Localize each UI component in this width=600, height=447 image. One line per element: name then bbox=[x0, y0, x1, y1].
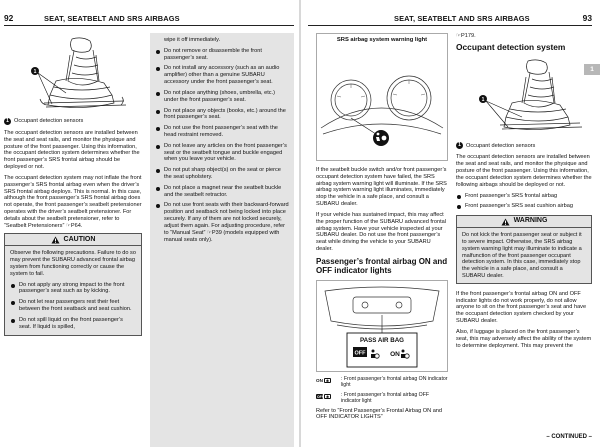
legend-row-on bbox=[316, 376, 448, 389]
warning-triangle-icon bbox=[501, 218, 510, 226]
right-page-header bbox=[308, 13, 592, 26]
right-paragraph-1: If the seatbelt buckle switch and/or front passenger’s occupant detection system have failed, the SRS airbag system warning light will illuminate. If the SRS airbag system warning light illuminates, immediately stop the vehicle in a safe place, and consult a SUBARU dealer. bbox=[316, 167, 447, 208]
pass-air-bag-label: PASS AIR BAG bbox=[359, 337, 405, 345]
airbag-list-item: Front passenger’s SRS frontal airbag bbox=[456, 193, 592, 200]
caution-item: Do not use front seats with their backward-forward position and seatback not being locked into place securely. If any of them are not locked securely, adjust them again. For adjusting procedure, refer to “Manual Seat” ☞P39 (models equipped with manual seats only). bbox=[155, 202, 289, 243]
left-header-title: SEAT, SEATBELT AND SRS AIRBAGS bbox=[44, 14, 180, 23]
caution-item: Do not spill liquid on the front passenger’s seat. If liquid is spilled, bbox=[10, 317, 136, 331]
warning-box bbox=[456, 215, 592, 284]
left-figure-caption bbox=[4, 118, 142, 125]
continued-label: – CONTINUED – bbox=[546, 433, 592, 440]
warning-heading-text: WARNING bbox=[513, 217, 548, 225]
seat-illustration bbox=[456, 57, 592, 139]
left-column-1 bbox=[4, 33, 142, 336]
legend-text-on: : Front passenger’s frontal airbag ON indicator light bbox=[341, 376, 448, 389]
srs-airbag-warning-icon bbox=[373, 130, 389, 146]
caution-list-continued bbox=[155, 48, 289, 244]
left-column-2 bbox=[150, 33, 294, 447]
right-column-2-paragraph: The occupant detection sensors are installed between the seat and seat rails, and monitor the physique and posture of the front passenger. Using this information, the occupant detection system determines whether the following airbags should be deployed or not. bbox=[456, 154, 592, 188]
right-page bbox=[300, 0, 600, 447]
caution-item: Do not use the front passenger’s seat with the head restraint removed. bbox=[155, 125, 289, 139]
deployment-airbag-list bbox=[456, 193, 592, 211]
passenger-indicator-section-title: Passenger’s frontal airbag ON and OFF indicator lights bbox=[316, 256, 448, 275]
legend-text-off: : Front passenger’s frontal airbag OFF indicator light bbox=[341, 391, 430, 405]
warning-light-label: SRS airbag system warning light bbox=[336, 37, 428, 43]
legend-row-off bbox=[316, 392, 448, 405]
seat-sensor-figure-right bbox=[456, 57, 592, 139]
caution-item: Do not apply any strong impact to the front passenger’s seat such as by kicking. bbox=[10, 282, 136, 296]
right-column-2-after-2: Also, if luggage is placed on the front passenger’s seat, this may adversely affect the ability of the system to determine deployment. This may prevent the bbox=[456, 328, 592, 349]
right-figure-callout: 1 bbox=[481, 97, 485, 104]
instrument-cluster-illustration bbox=[317, 48, 447, 158]
pass-off-indicator-label: OFF bbox=[354, 350, 366, 357]
left-figure-caption-text: Occupant detection sensors bbox=[14, 118, 84, 125]
caution-item: Do not place any objects (books, etc.) around the front passenger’s seat. bbox=[155, 108, 289, 122]
caution-heading-text: CAUTION bbox=[63, 235, 96, 243]
left-figure-callout: 1 bbox=[33, 69, 37, 75]
pass-on-indicator-label: ON bbox=[390, 351, 400, 359]
airbag-on-indicator-icon: ON ✱ bbox=[316, 376, 338, 385]
caution-item: Do not place a magnet near the seatbelt buckle and the seatbelt retractor. bbox=[155, 185, 289, 199]
caution-box bbox=[4, 233, 142, 335]
overhead-console-illustration bbox=[317, 281, 447, 371]
caution-heading bbox=[5, 234, 141, 246]
chapter-tab-marker: 1 bbox=[584, 64, 600, 75]
caption-number-badge: 1 bbox=[4, 118, 11, 125]
right-header-title: SEAT, SEATBELT AND SRS AIRBAGS bbox=[394, 14, 530, 23]
left-page-number: 92 bbox=[4, 13, 14, 23]
pass-air-bag-figure bbox=[316, 280, 448, 372]
caution-triangle-icon bbox=[51, 236, 60, 244]
right-page-number: 93 bbox=[582, 13, 592, 23]
left-paragraph-2: The occupant detection system may not inflate the front passenger’s SRS frontal airbag even when the driver’s SRS frontal airbag deploys. This is normal. In this case, although the front passenger’s SRS frontal airbag does not operate, the front passenger’s seatbelt pretensioner operates with the driver’s seatbelt pretensioner. For details about the seatbelt pretensioner, refer to “Seatbelt Pretensioners” ☞P64. bbox=[4, 174, 142, 229]
right-column-1 bbox=[316, 33, 448, 425]
caution-item: Do not let rear passengers rest their feet between the front seatback and seat cushion. bbox=[10, 299, 136, 313]
airbag-off-indicator-icon: OFF ✱ bbox=[316, 392, 338, 401]
caution-list bbox=[10, 282, 136, 331]
airbag-list-item: Front passenger’s SRS seat cushion airbag bbox=[456, 203, 592, 210]
right-column-2 bbox=[456, 33, 592, 353]
left-page-header bbox=[4, 13, 294, 26]
caution-item: Do not remove or disassemble the front passenger’s seat. bbox=[155, 48, 289, 62]
seat-illustration bbox=[4, 33, 142, 115]
seat-sensor-figure bbox=[4, 33, 142, 115]
warning-light-figure bbox=[316, 33, 448, 161]
caution-item: Do not put sharp object(s) on the seat or pierce the seat upholstery. bbox=[155, 167, 289, 181]
right-figure-caption-text: Occupant detection sensors bbox=[466, 142, 536, 149]
caution-intro: Observe the following precautions. Failure to do so may prevent the SUBARU advanced frontal airbag system from functioning correctly or cause the system to fail. bbox=[10, 250, 136, 277]
occupant-detection-title: Occupant detection system bbox=[456, 41, 566, 52]
right-column-1-tail: Refer to “Front Passenger’s Frontal Airbag ON and OFF INDICATOR LIGHTS” bbox=[316, 407, 443, 421]
right-paragraph-2: If your vehicle has sustained impact, this may affect the proper function of the SUBARU advanced frontal airbag system. Have your vehicle inspected at your SUBARU dealer. Do not use the front passenger’s seat while driving the vehicle to your SUBARU dealer. bbox=[316, 211, 446, 252]
right-figure-caption bbox=[456, 142, 592, 149]
warning-heading bbox=[457, 216, 591, 228]
caption-number-badge: 1 bbox=[456, 142, 463, 149]
caution-item: Do not leave any articles on the front passenger’s seat or the seatbelt tongue and buckle engaged when you leave your vehicle. bbox=[155, 143, 289, 163]
indicator-legend bbox=[316, 376, 448, 404]
right-column-2-after-1: If the front passenger’s frontal airbag ON and OFF indicator lights do not work properly, do not allow anyone to sit on the front passenger’s seat and have the occupant detection system checked by your SUBARU dealer. bbox=[456, 290, 587, 325]
warning-text: Do not kick the front passenger seat or subject it to severe impact. Otherwise, the SRS airbag system warning light may illuminate to indicate a malfunction of the front passenger occupant detection system. In this case, immediately stop the vehicle in a safe place, and consult a SUBARU dealer. bbox=[462, 232, 582, 280]
left-paragraph-1: The occupant detection sensors are installed between the seat and seat rails, and monitor the physique and posture of the front passenger. Using this information, the occupant detection system determines whether the front passenger’s SRS frontal airbag should be deployed or not. bbox=[4, 130, 140, 171]
caution-item: Do not install any accessory (such as an audio amplifier) other than a genuine SUBARU accessory under the front passenger’s seat. bbox=[155, 65, 289, 85]
page-reference: ☞P179. bbox=[456, 33, 476, 39]
caution-continuation: wipe it off immediately. bbox=[164, 37, 221, 43]
caution-item: Do not place anything (shoes, umbrella, etc.) under the front passenger’s seat. bbox=[155, 90, 289, 104]
